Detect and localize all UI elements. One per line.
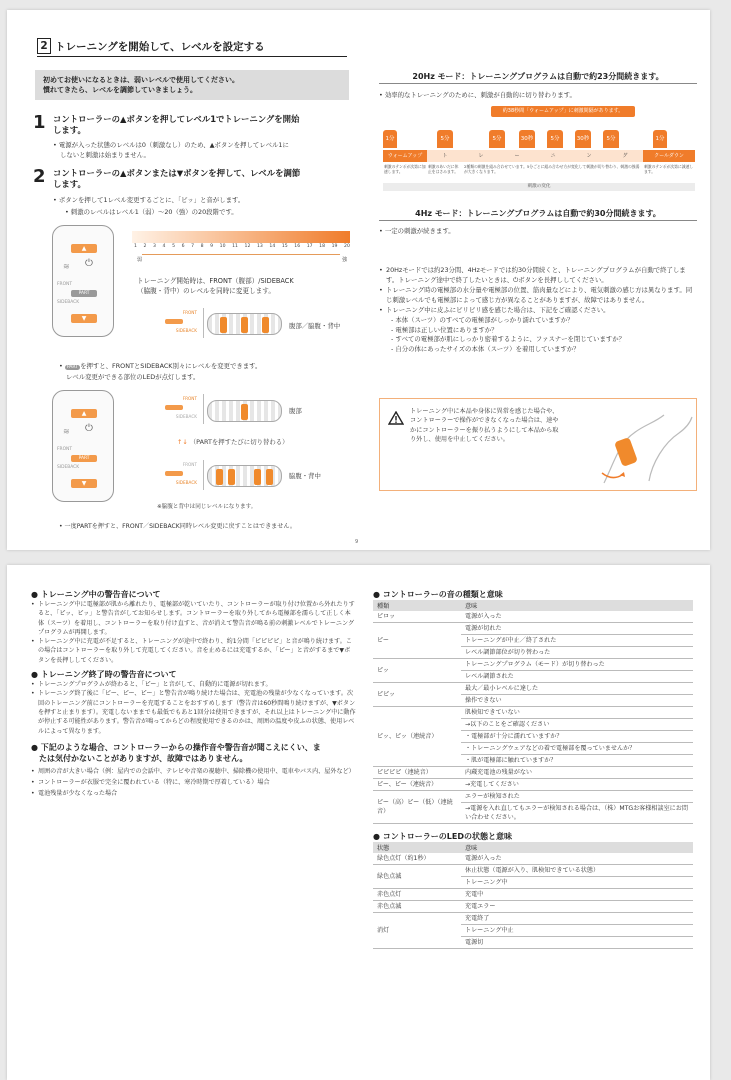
end-bullet: • トレーニングプログラムが終わると、「ピー」と音がして、自動的に電源が切れます。: [31, 680, 356, 689]
ignore-bullet: • 電池残量が少なくなった場合: [31, 789, 356, 798]
level-tick-row: [134, 244, 350, 252]
level-tick: 15: [281, 244, 288, 249]
level-tick: 16: [294, 244, 301, 249]
step-duration-tag: 30秒: [519, 130, 535, 148]
up-button-icon: ▲: [71, 244, 97, 253]
check-item: - 自分の体にあったサイズの本体（スーツ）を着用していますか？: [391, 344, 580, 353]
sound-key: ピー: [373, 623, 461, 659]
label-abdomen-back: 腹部／脇腹・背中: [289, 322, 341, 330]
start-note-l1: トレーニング開始時は、FRONT（腹部）/SIDEBACK: [137, 277, 294, 285]
sound-meaning: 電源が入った: [461, 611, 693, 623]
led-key: 緑色点灯（約1秒）: [373, 853, 461, 865]
table-row: [373, 889, 693, 901]
step-duration-tag: 5分: [547, 130, 563, 148]
phase-segment: ン: [571, 150, 607, 162]
level-tick: 1: [134, 244, 137, 249]
alarm-bullet: • トレーニング中に電極部が肌から離れたり、電極部が乾いていたり、コントローラーが取り付け位置から外れたりすると、「ピッ、ピッ」と警告音がしてお知らせします。コントローラーを取り外してから電極部を濡らして正しく本体（スーツ）を着用し、コントローラーを取り付け直すと、音が消えて警告音が鳴る前の刺激レベルでトレーニングプログラムが再開します。: [31, 600, 356, 637]
mini-led-panel-2: [161, 394, 197, 421]
note-item: • トレーニング時の電極部の水分量や電極部の位置、筋肉量などにより、電気刺激の感じ方は異なります。同じ刺激レベルでも電極部によって感じ方が異なることがありますが、故障ではありません。: [379, 286, 697, 305]
ignore-heading: [31, 742, 356, 764]
led-key: 消灯: [373, 913, 461, 949]
sound-key: ピピッ: [373, 683, 461, 707]
level-tick: 11: [232, 244, 238, 249]
label-abdomen: 腹部: [289, 407, 302, 415]
sound-heading: ● コントローラーの音の種類と意味: [373, 590, 503, 599]
sound-meaning: 操作できない: [461, 695, 693, 707]
led-meaning: 充電中: [461, 889, 693, 901]
phase-description: 刺激のテンポが次第に減速します。: [644, 164, 694, 174]
mini-sideback-3: SIDEBACK: [175, 480, 197, 485]
sideback-led-label: SIDEBACK: [57, 465, 80, 470]
led-meaning: 充電エラー: [461, 901, 693, 913]
sound-meaning: 最大／最小レベルに達した: [461, 683, 693, 695]
right-column: [373, 589, 693, 949]
step-1-title-l1: コントローラーの▲ボタンを押してレベル1でトレーニングを開始: [53, 114, 300, 124]
check-item: - すべての電極部が肌にしっかり密着するように、ファスナーを閉じていますか？: [391, 335, 626, 344]
pad-icon: [262, 317, 269, 333]
phase-segment: ト: [427, 150, 463, 162]
pad-icon: [241, 317, 248, 333]
pad-icon: [266, 469, 273, 485]
sound-key: ピー（高）ピー（低）（連続音）: [373, 791, 461, 824]
sound-meaning: →電源を入れ直してもエラーが検知される場合は、（株）MTGお客様相談室にお問い合わせください。: [461, 803, 693, 824]
step-1-number: 1: [33, 112, 46, 133]
led-table: [373, 842, 693, 949]
note-item: • 20Hzモードでは約23分間、4Hzモードでは約30分間続くと、トレーニングプログラムが自動で終了します。トレーニング途中で終了したいときは、⏻ボタンを長押ししてください。: [379, 266, 697, 285]
led-key: 赤色点灯: [373, 889, 461, 901]
step-1-note: • 電源が入った状態のレベルは0（刺激なし）のため、▲ボタンを押してレベル1に しないと刺激は始まりません。: [53, 141, 353, 160]
ignore-heading-l2: たは気付かないことがありますが、故障ではありません。: [39, 753, 248, 763]
sound-meaning: エラーが検知された: [461, 791, 693, 803]
sound-col-type: 種類: [373, 600, 461, 611]
step-2-note: • ボタンを押して1レベル変更するごとに、「ピッ」と音がします。: [53, 196, 245, 204]
start-note: [137, 277, 357, 296]
mode-20hz-step-tags: [379, 128, 697, 148]
phase-segment: ニ: [535, 150, 571, 162]
step-1-title: [53, 114, 353, 136]
sound-meaning: ・肌が電極部に触れていますか？: [461, 755, 693, 767]
section-rule: [37, 56, 347, 57]
level-tick: 3: [153, 244, 156, 249]
mode-20hz-banner: 約38秒間「ウォームアップ」に刺激間隔があります。: [491, 106, 635, 117]
mini-front-2: FRONT: [182, 396, 197, 401]
switch-note-text: （PARTを押すたびに切り替わる）: [189, 438, 289, 446]
sound-key: ピッ、ピッ（連続音）: [373, 707, 461, 767]
mini-sideback-2: SIDEBACK: [175, 414, 197, 419]
table-row: [373, 659, 693, 671]
ignore-heading-l1: ● 下記のような場合、コントローラーからの操作音や警告音が聞こえにくい、ま: [31, 742, 321, 752]
phase-description: 刺激のあいだに休止をはさみます。: [428, 164, 459, 174]
phase-segment: ウォームアップ: [383, 150, 427, 162]
step-duration-tag: 5分: [437, 130, 453, 148]
sound-key: ピピピピ（連続音）: [373, 767, 461, 779]
sound-meaning: 内蔵充電池の残量がない: [461, 767, 693, 779]
sound-col-meaning: 意味: [461, 600, 693, 611]
controller-illustration-1: [52, 225, 114, 337]
level-tick: 19: [331, 244, 338, 249]
table-row: [373, 767, 693, 779]
level-tick: 2: [143, 244, 147, 249]
table-row: [373, 865, 693, 877]
table-row: [373, 791, 693, 803]
pad-icon: [228, 469, 235, 485]
vibration-icon: ≋: [63, 262, 70, 271]
label-side-back: 脇腹・背中: [289, 472, 321, 480]
table-row: [373, 683, 693, 695]
sound-key: ピロッ: [373, 611, 461, 623]
check-item: - 本体（スーツ）のすべての電極部がしっかり濡れていますか？: [391, 315, 574, 324]
left-column: [31, 589, 356, 799]
step-duration-tag: 1分: [383, 130, 397, 148]
mode-20hz-bullet: • 効率的なトレーニングのために、刺激が自動的に切り替わります。: [379, 91, 576, 99]
led-meaning: トレーニング中: [461, 877, 693, 889]
start-note-l2: （脇腹・背中）のレベルを同時に変更します。: [137, 286, 275, 295]
notes: [379, 266, 697, 354]
part-note-l2: レベル変更ができる部位のLEDが点灯します。: [66, 372, 200, 381]
phase-description: 2種類の刺激を組み合わせています。5分ごとに組み合わせ方が変化して刺激が切り替わり、刺激の強弱が大きくなります。: [464, 164, 640, 174]
sound-meaning: →以下のことをご確認ください: [461, 719, 693, 731]
part-chip: PART: [66, 365, 79, 370]
mode-4hz-bullet-text: 一定の刺激が続きます。: [384, 227, 455, 235]
check-item: - 電極部は正しい位置にありますか？: [391, 325, 498, 334]
table-row: [373, 901, 693, 913]
part-button-icon: PART: [71, 455, 97, 462]
sound-meaning: レベル調節部位が切り替わった: [461, 647, 693, 659]
warning-icon: [388, 411, 404, 425]
sideback-led-label: SIDEBACK: [57, 300, 80, 305]
power-icon: ⏻: [85, 423, 93, 434]
belt-illustration-1: [207, 313, 282, 335]
level-arrow-line: [142, 254, 340, 255]
level-tick: 4: [162, 244, 166, 249]
divider: [203, 394, 204, 424]
vibration-icon: ≋: [63, 427, 70, 436]
table-row: [373, 853, 693, 865]
led-meaning: トレーニング中止: [461, 925, 693, 937]
part-button-icon: PART: [71, 290, 97, 297]
end-bullet: • トレーニング終了後に「ピー、ピー、ピー」と警告音が鳴り続けた場合は、充電池の残量が少なくなっています。次回のトレーニング前にコントローラーを充電することをおすすめします（警告音は60秒間鳴り続けますが、▼ボタンを押すと止まります）。充電しないままでも最低でもあと1回分は使用できますが、それ以上はトレーニング中に動作が停止する可能性があります。警告音が鳴ってからどの程度使用できるのかは、周囲の温度や皮ふの状態、使用レベルによって異なります。: [31, 689, 356, 735]
table-row: [373, 707, 693, 719]
led-meaning: 電源が入った: [461, 853, 693, 865]
mode-4hz-title: 4Hz モード：トレーニングプログラムは自動で約30分間続きます。: [379, 207, 697, 221]
phase-segment: クールダウン: [643, 150, 695, 162]
mode-20hz-bullet-text: 効率的なトレーニングのために、刺激が自動的に切り替わります。: [384, 91, 576, 99]
divider: [203, 308, 206, 338]
intro-line-2: 慣れてきたら、レベルを調節していきましょう。: [43, 86, 197, 94]
section-heading: [37, 38, 265, 54]
sound-meaning: 電源が切れた: [461, 623, 693, 635]
pad-icon: [254, 469, 261, 485]
step-2-title: [53, 168, 353, 190]
pad-icon: [216, 469, 223, 485]
divider: [203, 460, 204, 490]
phase-segment: レ: [463, 150, 499, 162]
led-col-meaning: 意味: [461, 842, 693, 853]
table-row: [373, 779, 693, 791]
section-title: トレーニングを開始して、レベルを設定する: [55, 40, 265, 53]
step-2-title-l2: します。: [53, 179, 86, 189]
switch-arrows-icon: ↑↓: [177, 438, 188, 446]
mini-front-3: FRONT: [182, 462, 197, 467]
once-note-text: 一度PARTを押すと、FRONT／SIDEBACK同時レベル変更に戻すことはできません。: [64, 523, 296, 530]
level-tick: 7: [191, 244, 195, 249]
level-gradient-bar: [132, 231, 350, 243]
sound-meaning: トレーニングが中止／終了された: [461, 635, 693, 647]
led-meaning: 電源切: [461, 937, 693, 949]
step-duration-tag: 30秒: [575, 130, 591, 148]
part-note-l1: を押すと、FRONTとSIDEBACK別々にレベルを変更できます。: [80, 362, 262, 370]
phase-segment: ー: [499, 150, 535, 162]
pad-icon: [220, 317, 227, 333]
led-meaning: 充電終了: [461, 913, 693, 925]
level-tick: 17: [306, 244, 313, 249]
section-number: 2: [37, 38, 51, 54]
mini-part-pill-3: [165, 471, 183, 476]
mini-part-pill-1: [165, 319, 183, 324]
intro-box: [35, 70, 349, 100]
sound-key: ピッ: [373, 659, 461, 683]
front-led-label: FRONT: [57, 282, 72, 287]
warning-box: [379, 398, 697, 491]
step-duration-tag: 5分: [603, 130, 619, 148]
step-2-title-l1: コントローラーの▲ボタンまたは▼ボタンを押して、レベルを調節: [53, 168, 301, 178]
sound-meaning: トレーニングプログラム（モード）が切り替わった: [461, 659, 693, 671]
end-heading: ● トレーニング終了時の警告音について: [31, 670, 177, 680]
down-button-icon: ▼: [71, 314, 97, 323]
strong-label: 強: [342, 257, 348, 263]
warning-text: トレーニング中に本品や身体に異常を感じた場合や、コントローラーで操作ができなくなった場合は、速やかにコントローラーを振り払うようにして本品から取り外し、使用を中止してください。: [410, 408, 559, 444]
level-tick: 12: [244, 244, 251, 249]
mini-sideback-1: SIDEBACK: [175, 328, 197, 333]
belt-illustration-2: [207, 400, 282, 422]
note-item: • トレーニング中に皮ふにピリピリ感を感じた場合は、下記をご確認ください。: [379, 306, 697, 316]
front-led-label: FRONT: [57, 447, 72, 452]
same-level-note: ※脇腹と背中は同じレベルになります。: [157, 504, 257, 510]
table-row: [373, 611, 693, 623]
mode-20hz-phase-bar: [383, 150, 695, 162]
mini-led-panel-3: [161, 460, 197, 487]
phase-description: 刺激のテンポが次第に加速します。: [384, 164, 426, 174]
step-2-subnote: • 刺激のレベルはレベル1（弱）〜20（強）の20段階です。: [65, 208, 238, 216]
step-2-note-text: ボタンを押して1レベル変更するごとに、「ピッ」と音がします。: [58, 196, 245, 204]
belt-illustration-3: [207, 465, 282, 487]
alarm-bullet: • トレーニング中に充電が不足すると、トレーニングが途中で終わり、約1分間「ピピピピ」と音が鳴り続けます。この場合はコントローラーを取り外して充電してください。音を止めるには充電するか、「ピー」と音がするまで▼ボタンを長押ししてください。: [31, 637, 356, 665]
manual-page-9: [7, 10, 710, 550]
part-note: • PART を押すと、FRONTとSIDEBACK別々にレベルを変更できます。 レベル変更ができる部位のLEDが点灯します。: [59, 362, 359, 382]
led-meaning: 休止状態（電源が入り、肌検知できている状態）: [461, 865, 693, 877]
once-note: • 一度PARTを押すと、FRONT／SIDEBACK同時レベル変更に戻すことはできません。: [59, 523, 296, 530]
step-duration-tag: 1分: [653, 130, 667, 148]
step-1-title-l2: します。: [53, 125, 86, 135]
down-button-icon: ▼: [71, 479, 97, 488]
mini-front-1: FRONT: [182, 310, 197, 315]
mini-part-pill-2: [165, 405, 183, 410]
sound-meaning: レベル調節された: [461, 671, 693, 683]
page-number: 9: [355, 539, 359, 545]
level-tick: 14: [269, 244, 276, 249]
controller-illustration-2: [52, 390, 114, 502]
level-tick: 6: [181, 244, 185, 249]
ignore-bullet: • コントローラーが衣服で完全に覆われている（特に、寒冷時期で厚着している）場合: [31, 778, 356, 787]
step-1-note-l1: 電源が入った状態のレベルは0（刺激なし）のため、▲ボタンを押してレベル1に: [58, 141, 289, 149]
sound-meaning: ・トレーニングウェアなどの着で電極部を覆っていませんか？: [461, 743, 693, 755]
level-tick: 9: [210, 244, 214, 249]
led-key: 緑色点滅: [373, 865, 461, 889]
pad-icon: [241, 404, 248, 420]
hand-remove-controller-icon: [594, 403, 694, 487]
led-heading: ● コントローラーのLEDの状態と意味: [373, 832, 512, 841]
up-button-icon: ▲: [71, 409, 97, 418]
level-tick: 10: [219, 244, 226, 249]
switch-note: [177, 438, 289, 448]
phase-segment: グ: [607, 150, 643, 162]
table-row: [373, 913, 693, 925]
power-icon: ⏻: [85, 258, 93, 269]
led-key: 赤色点滅: [373, 901, 461, 913]
step-2-number: 2: [33, 166, 46, 187]
step-duration-tag: 5分: [489, 130, 505, 148]
manual-page-10: [7, 565, 710, 1080]
sound-meaning: ・電極部が十分に濡れていますか？: [461, 731, 693, 743]
level-tick: 13: [256, 244, 263, 249]
mode-20hz-axis: 刺激の変化: [383, 183, 695, 191]
level-tick: 8: [200, 244, 204, 249]
mode-20hz-phase-descriptions: [383, 163, 695, 183]
alarm-heading: ● トレーニング中の警告音について: [31, 590, 161, 599]
weak-label: 弱: [137, 257, 143, 263]
level-tick: 5: [172, 244, 175, 249]
level-tick: 18: [319, 244, 325, 249]
step-1-note-l2: しないと刺激は始まりません。: [60, 150, 150, 159]
led-col-state: 状態: [373, 842, 461, 853]
sound-meaning: →充電してください: [461, 779, 693, 791]
sound-meaning: 肌検知できていない: [461, 707, 693, 719]
mini-led-panel-1: [161, 308, 197, 335]
table-row: [373, 623, 693, 635]
sound-table: [373, 600, 693, 824]
sound-key: ピー、ピー（連続音）: [373, 779, 461, 791]
mode-4hz-bullet: • 一定の刺激が続きます。: [379, 227, 455, 235]
intro-line-1: 初めてお使いになるときは、弱いレベルで使用してください。: [43, 76, 239, 84]
level-tick: 20: [344, 244, 350, 249]
ignore-bullet: • 周囲の音が大きい場合（例：屋内での会話中、テレビや音楽の視聴中、掃除機の使用中、電車やバス内、屋外など）: [31, 767, 356, 776]
mode-20hz-title: 20Hz モード：トレーニングプログラムは自動で約23分間続きます。: [379, 70, 697, 84]
